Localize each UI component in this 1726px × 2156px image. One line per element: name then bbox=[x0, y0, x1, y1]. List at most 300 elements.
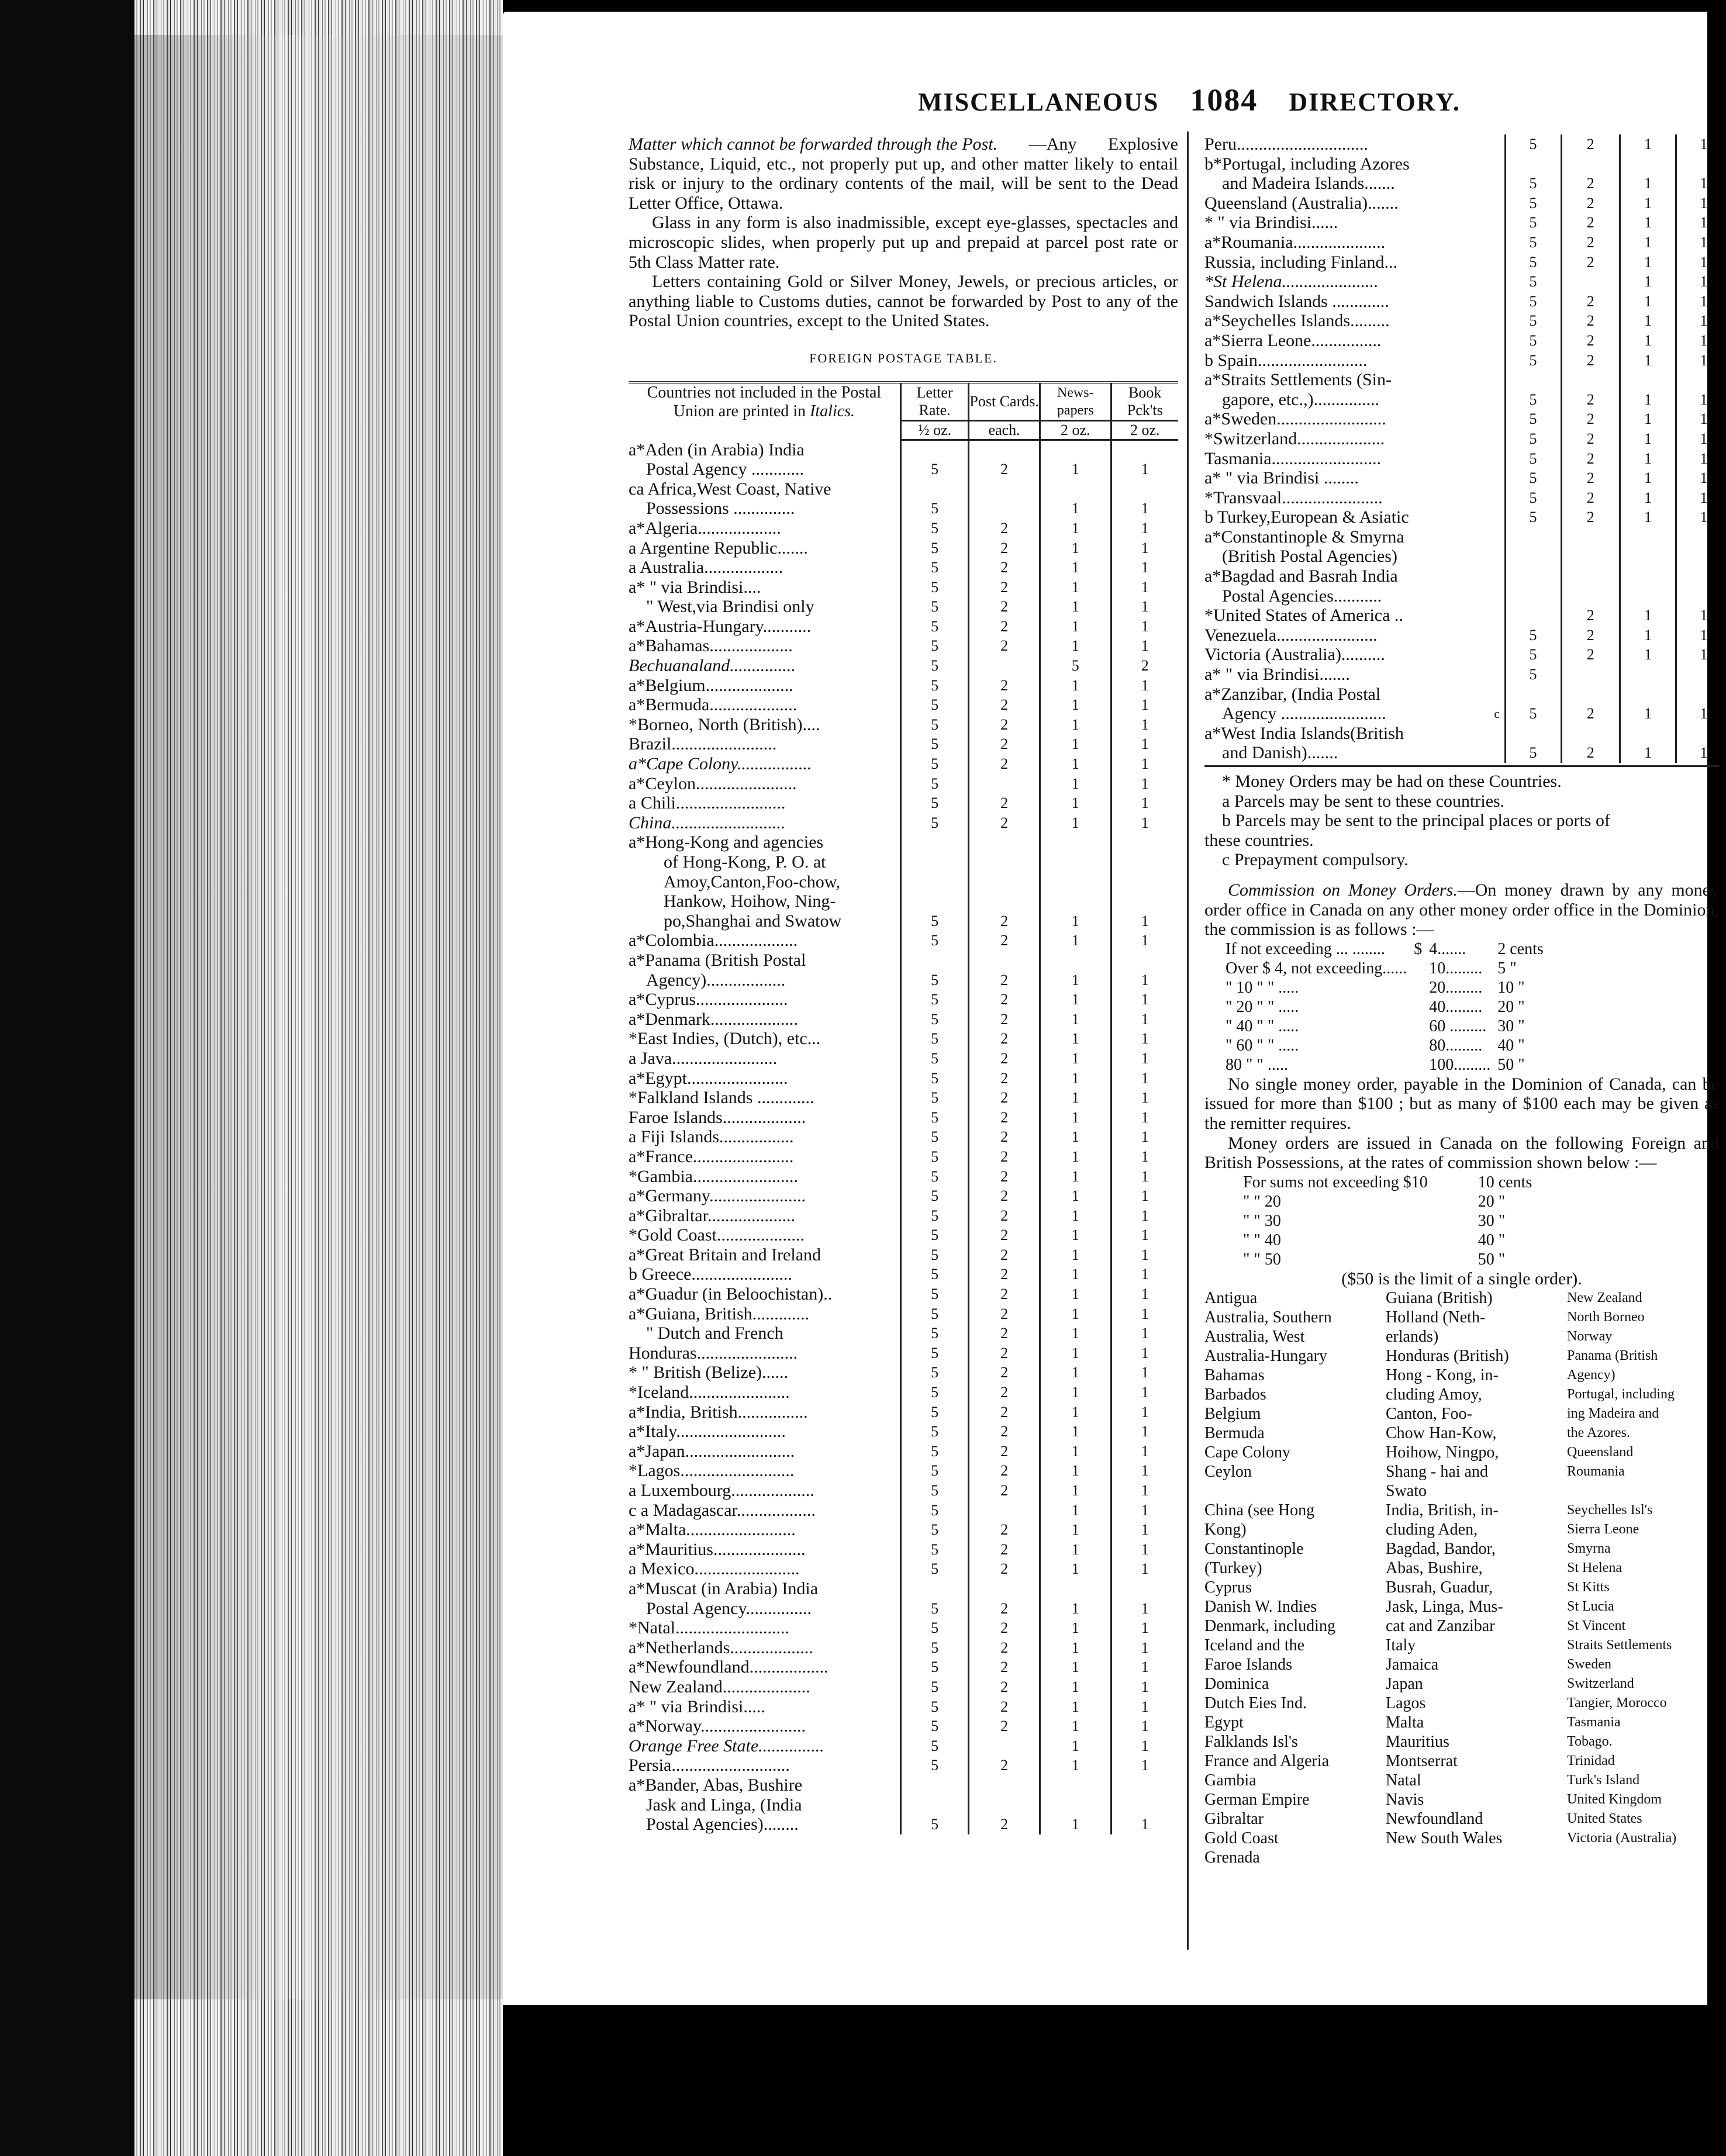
country-cell: Venezuela....................... bbox=[1204, 625, 1378, 645]
country-list-row bbox=[1204, 1751, 1719, 1771]
commission-cell: 40 " bbox=[1497, 1036, 1525, 1055]
country-cell: a*Denmark.................... bbox=[629, 1009, 798, 1029]
prepayment-mark bbox=[1494, 429, 1505, 449]
countries-list bbox=[1204, 1288, 1719, 1867]
country-cell: a Mexico........................ bbox=[629, 1559, 800, 1579]
commission-rates-table bbox=[1222, 939, 1547, 1074]
book-packet-cell: 1 bbox=[1676, 704, 1726, 724]
commission-cell: 100......... bbox=[1429, 1055, 1491, 1074]
country-name: Roumania bbox=[1567, 1464, 1625, 1480]
book-packet-cell: 1 bbox=[1111, 519, 1178, 538]
country-cell: a Australia.................. bbox=[629, 558, 783, 578]
country-name: Turk's Island bbox=[1567, 1773, 1640, 1788]
book-packet-cell: 1 bbox=[1676, 743, 1726, 763]
letter-rate-cell: 5 bbox=[900, 1442, 968, 1461]
newspaper-cell: 1 bbox=[1620, 390, 1676, 410]
country-list-row bbox=[1204, 1366, 1719, 1385]
prepayment-mark bbox=[1494, 685, 1505, 704]
country-cell: *Lagos.......................... bbox=[629, 1461, 795, 1481]
country-cell: a Luxembourg................... bbox=[629, 1481, 814, 1500]
letter-rate-cell bbox=[900, 1795, 968, 1815]
prepayment-mark bbox=[1494, 194, 1505, 213]
post-card-cell: 2 bbox=[969, 1127, 1040, 1147]
country-cell: *East Indies, (Dutch), etc... bbox=[629, 1029, 821, 1049]
book-packet-cell: 1 bbox=[1111, 793, 1178, 813]
country-cell: a*Guiana, British............. bbox=[629, 1304, 810, 1324]
newspaper-cell: 1 bbox=[1620, 331, 1676, 351]
country-list-row bbox=[1204, 1694, 1719, 1713]
prepayment-mark bbox=[1494, 586, 1505, 606]
country-name: Montserrat bbox=[1386, 1752, 1458, 1771]
country-cell: *Gold Coast.................... bbox=[629, 1225, 805, 1245]
commission-cell bbox=[1410, 978, 1425, 997]
table-row bbox=[629, 695, 1178, 715]
post-card-cell bbox=[969, 1775, 1040, 1795]
post-card-cell: 2 bbox=[1561, 645, 1620, 665]
table-row bbox=[1204, 292, 1726, 312]
newspaper-cell: 1 bbox=[1040, 1108, 1111, 1128]
book-packet-cell: 1 bbox=[1111, 1167, 1178, 1187]
table-row bbox=[629, 872, 1178, 892]
post-card-cell bbox=[969, 892, 1040, 911]
post-card-cell: 2 bbox=[969, 1167, 1040, 1187]
table-row bbox=[629, 1501, 1178, 1521]
commission-row bbox=[1222, 978, 1547, 997]
letter-rate-cell: 5 bbox=[900, 1108, 968, 1128]
newspaper-cell bbox=[1620, 724, 1676, 744]
newspaper-cell: 1 bbox=[1620, 626, 1676, 645]
newspaper-cell: 1 bbox=[1040, 1383, 1111, 1402]
foreign-limit-cell: " " 50 bbox=[1243, 1250, 1281, 1269]
table-row bbox=[629, 970, 1178, 990]
post-card-cell: 2 bbox=[969, 1422, 1040, 1442]
country-name: Newfoundland bbox=[1386, 1810, 1483, 1829]
commission-cell: 4....... bbox=[1429, 939, 1466, 958]
commission-text: —On money drawn by any money order office in Canada on any other money order office in the Dominion, the commission is as follows :— bbox=[1204, 880, 1719, 939]
country-cell: a*Colombia................... bbox=[629, 931, 798, 951]
letter-rate-cell: 5 bbox=[900, 813, 968, 833]
units-spacer bbox=[629, 421, 900, 440]
country-list-row bbox=[1204, 1501, 1719, 1520]
newspaper-cell: 1 bbox=[1040, 715, 1111, 735]
letter-rate-cell: 5 bbox=[900, 1677, 968, 1697]
newspaper-cell: 1 bbox=[1040, 1442, 1111, 1461]
commission-row bbox=[1222, 939, 1547, 959]
letter-rate-cell: 5 bbox=[1505, 626, 1561, 645]
table-row bbox=[1204, 253, 1726, 272]
newspaper-cell: 1 bbox=[1040, 1481, 1111, 1501]
newspaper-cell bbox=[1620, 665, 1676, 685]
letter-rate-cell: 5 bbox=[900, 499, 968, 519]
table-row bbox=[1204, 645, 1726, 665]
book-packet-cell: 1 bbox=[1676, 449, 1726, 469]
letter-rate-cell: 5 bbox=[900, 1245, 968, 1265]
post-card-cell: 2 bbox=[969, 1147, 1040, 1167]
newspaper-cell: 1 bbox=[1040, 1540, 1111, 1560]
country-list-row bbox=[1204, 1616, 1719, 1636]
table-row bbox=[629, 1559, 1178, 1579]
country-cell: New Zealand.................... bbox=[629, 1677, 810, 1697]
post-card-cell: 2 bbox=[969, 459, 1040, 479]
letter-rate-cell bbox=[1505, 586, 1561, 606]
letter-rate-cell: 5 bbox=[900, 1010, 968, 1029]
book-packet-cell bbox=[1111, 852, 1178, 872]
newspaper-cell: 1 bbox=[1040, 1618, 1111, 1638]
country-name: Jask, Linga, Mus- bbox=[1386, 1598, 1503, 1616]
letter-rate-cell: 5 bbox=[900, 1029, 968, 1049]
post-card-cell: 2 bbox=[969, 1069, 1040, 1089]
post-card-cell: 2 bbox=[1561, 704, 1620, 724]
country-cell: *St Helena...................... bbox=[1204, 272, 1379, 292]
country-cell: a*Egypt....................... bbox=[629, 1068, 788, 1088]
country-cell: *Natal.......................... bbox=[629, 1618, 789, 1638]
prepayment-mark bbox=[1494, 233, 1505, 253]
foreign-rate-row bbox=[1240, 1231, 1535, 1250]
book-packet-cell: 1 bbox=[1111, 459, 1178, 479]
post-card-cell: 2 bbox=[969, 1697, 1040, 1717]
book-packet-cell: 1 bbox=[1676, 233, 1726, 253]
post-card-cell bbox=[969, 499, 1040, 519]
country-cell: Persia........................... bbox=[629, 1756, 790, 1775]
book-packet-cell: 1 bbox=[1111, 1501, 1178, 1521]
letter-rate-cell: 5 bbox=[900, 1049, 968, 1069]
country-name: Chow Han-Kow, bbox=[1386, 1424, 1497, 1443]
newspaper-cell: 1 bbox=[1620, 449, 1676, 469]
letter-rate-cell: 5 bbox=[900, 1481, 968, 1501]
book-packet-cell: 1 bbox=[1676, 213, 1726, 233]
country-name: Sierra Leone bbox=[1567, 1522, 1639, 1537]
letter-rate-cell bbox=[900, 479, 968, 499]
book-packet-cell: 1 bbox=[1676, 253, 1726, 272]
foreign-commission-cell: 10 cents bbox=[1478, 1173, 1532, 1191]
country-cell: Agency).................. bbox=[646, 970, 786, 990]
country-cell: Bechuanaland............... bbox=[629, 656, 796, 676]
book-packet-cell: 1 bbox=[1111, 1245, 1178, 1265]
book-packet-cell: 1 bbox=[1111, 1481, 1178, 1501]
book-packet-cell: 1 bbox=[1676, 606, 1726, 626]
book-packet-cell: 1 bbox=[1111, 911, 1178, 931]
table-row bbox=[629, 1225, 1178, 1245]
newspaper-cell bbox=[1620, 685, 1676, 704]
table-row bbox=[629, 479, 1178, 499]
book-packet-cell: 1 bbox=[1111, 1422, 1178, 1442]
letter-rate-cell bbox=[900, 872, 968, 892]
table-row bbox=[1204, 174, 1726, 194]
country-cell: a*Straits Settlements (Sin- bbox=[1204, 370, 1392, 390]
book-packet-cell bbox=[1111, 872, 1178, 892]
newspaper-cell: 1 bbox=[1040, 1206, 1111, 1226]
table-row bbox=[629, 1108, 1178, 1128]
country-name: Dominica bbox=[1204, 1675, 1269, 1694]
letter-rate-cell: 5 bbox=[900, 1383, 968, 1402]
country-name: Navis bbox=[1386, 1791, 1424, 1809]
book-packet-cell: 1 bbox=[1676, 626, 1726, 645]
header-right: DIRECTORY. bbox=[1289, 88, 1461, 116]
prepayment-mark bbox=[1494, 409, 1505, 429]
country-name bbox=[1567, 1848, 1719, 1867]
post-card-cell: 2 bbox=[1561, 253, 1620, 272]
country-name: Grenada bbox=[1204, 1849, 1260, 1867]
country-name: Bermuda bbox=[1204, 1424, 1265, 1443]
post-card-cell bbox=[969, 1736, 1040, 1756]
country-name: Busrah, Guadur, bbox=[1386, 1578, 1493, 1597]
country-cell: Honduras....................... bbox=[629, 1343, 798, 1363]
country-cell: Queensland (Australia)....... bbox=[1204, 193, 1399, 213]
newspaper-cell: 1 bbox=[1620, 292, 1676, 312]
book-packet-cell: 1 bbox=[1111, 1029, 1178, 1049]
post-card-cell: 2 bbox=[969, 1010, 1040, 1029]
book-packet-cell: 1 bbox=[1111, 1304, 1178, 1324]
country-cell: a* " via Brindisi ........ bbox=[1204, 468, 1359, 488]
foreign-rate-row bbox=[1240, 1211, 1535, 1231]
country-name: cluding Amoy, bbox=[1386, 1385, 1482, 1404]
country-name: Antigua bbox=[1204, 1289, 1258, 1308]
letter-rate-cell: 5 bbox=[1505, 253, 1561, 272]
country-cell: * " British (Belize)...... bbox=[629, 1363, 789, 1383]
table-row bbox=[629, 1010, 1178, 1029]
country-name: Swato bbox=[1386, 1482, 1427, 1501]
commission-cell: 2 cents bbox=[1497, 939, 1544, 958]
book-packet-cell: 1 bbox=[1676, 272, 1726, 292]
table-row bbox=[629, 1069, 1178, 1089]
country-list-row bbox=[1204, 1288, 1719, 1308]
prepayment-mark bbox=[1494, 174, 1505, 194]
postage-table-left-body bbox=[629, 440, 1178, 1834]
table-row bbox=[629, 1264, 1178, 1284]
country-cell: *Iceland....................... bbox=[629, 1383, 790, 1402]
post-card-cell: 2 bbox=[969, 1264, 1040, 1284]
book-packet-cell bbox=[1676, 154, 1726, 174]
country-cell: a*Newfoundland.................. bbox=[629, 1657, 829, 1677]
book-packet-cell: 1 bbox=[1111, 1815, 1178, 1834]
foreign-commission-cell: 20 " bbox=[1478, 1192, 1506, 1211]
book-packet-cell bbox=[1111, 892, 1178, 911]
book-packet-cell bbox=[1676, 665, 1726, 685]
country-cell: b Turkey,European & Asiatic bbox=[1204, 507, 1409, 527]
country-list-row bbox=[1204, 1674, 1719, 1694]
table-row bbox=[1204, 665, 1726, 685]
post-card-cell: 2 bbox=[969, 931, 1040, 951]
post-card-cell: 2 bbox=[969, 1245, 1040, 1265]
letter-rate-cell bbox=[1505, 527, 1561, 547]
table-row bbox=[629, 1402, 1178, 1422]
newspaper-cell: 1 bbox=[1040, 1736, 1111, 1756]
country-cell: " West,via Brindisi only bbox=[646, 597, 814, 617]
post-card-cell: 2 bbox=[969, 1657, 1040, 1677]
newspaper-cell: 1 bbox=[1620, 645, 1676, 665]
commission-cell: 20......... bbox=[1429, 978, 1483, 997]
country-name: Hoihow, Ningpo, bbox=[1386, 1443, 1499, 1462]
newspaper-cell: 1 bbox=[1040, 1225, 1111, 1245]
post-card-cell: 2 bbox=[1561, 390, 1620, 410]
letter-rate-cell: 5 bbox=[900, 1147, 968, 1167]
table-row bbox=[1204, 507, 1726, 527]
post-card-cell: 2 bbox=[1561, 429, 1620, 449]
table-row bbox=[629, 1795, 1178, 1815]
table-row bbox=[629, 1461, 1178, 1481]
country-cell: a*Ceylon....................... bbox=[629, 773, 797, 793]
book-packet-cell: 1 bbox=[1111, 970, 1178, 990]
prepayment-mark bbox=[1494, 488, 1505, 508]
prepayment-mark bbox=[1494, 331, 1505, 351]
newspaper-cell: 1 bbox=[1620, 409, 1676, 429]
intro-paragraph-3: Letters containing Gold or Silver Money, Jewels, or precious articles, or anything liable to Customs duties, cannot be forwarded by Post to any of the Postal Union countries, except to the United States. bbox=[629, 272, 1178, 331]
commission-title: Commission on Money Orders. bbox=[1228, 880, 1458, 900]
country-name: Hong - Kong, in- bbox=[1386, 1366, 1499, 1385]
country-name: Egypt bbox=[1204, 1713, 1244, 1732]
letter-rate-cell: 5 bbox=[900, 1697, 968, 1717]
book-packet-cell: 1 bbox=[1676, 468, 1726, 488]
book-packet-cell: 1 bbox=[1111, 558, 1178, 578]
post-card-cell bbox=[1561, 527, 1620, 547]
table-row bbox=[1204, 704, 1726, 724]
table-row bbox=[1204, 390, 1726, 410]
country-cell: a*Netherlands................... bbox=[629, 1637, 813, 1657]
table-row bbox=[629, 519, 1178, 538]
letter-rate-cell bbox=[1505, 566, 1561, 586]
country-name: Japan bbox=[1386, 1675, 1423, 1694]
book-packet-cell: 1 bbox=[1111, 1264, 1178, 1284]
commission-cell: 40......... bbox=[1429, 997, 1483, 1016]
book-packet-cell bbox=[1676, 370, 1726, 390]
country-name: New South Wales bbox=[1386, 1829, 1503, 1848]
unit-book: 2 oz. bbox=[1111, 421, 1178, 440]
letter-rate-cell: 5 bbox=[1505, 390, 1561, 410]
post-card-cell: 2 bbox=[1561, 134, 1620, 154]
book-packet-cell: 1 bbox=[1111, 931, 1178, 951]
post-card-cell bbox=[1561, 370, 1620, 390]
country-cell: Postal Agency ............ bbox=[646, 459, 804, 479]
post-card-cell: 2 bbox=[1561, 194, 1620, 213]
post-card-cell: 2 bbox=[969, 1461, 1040, 1481]
table-row bbox=[1204, 685, 1726, 704]
book-packet-cell: 1 bbox=[1111, 1127, 1178, 1147]
country-list-row bbox=[1204, 1443, 1719, 1462]
book-packet-cell: 1 bbox=[1676, 429, 1726, 449]
letter-rate-cell bbox=[900, 440, 968, 460]
commission-cell bbox=[1410, 959, 1425, 978]
table-row bbox=[629, 813, 1178, 833]
table-notes bbox=[1204, 772, 1719, 870]
post-card-cell: 2 bbox=[1561, 174, 1620, 194]
post-card-cell: 2 bbox=[1561, 507, 1620, 527]
table-row bbox=[629, 1422, 1178, 1442]
table-row bbox=[1204, 134, 1726, 154]
table-row bbox=[1204, 272, 1726, 292]
country-cell: Possessions .............. bbox=[646, 499, 795, 519]
newspaper-cell: 1 bbox=[1040, 813, 1111, 833]
letter-rate-cell bbox=[900, 832, 968, 852]
country-name: cat and Zanzibar bbox=[1386, 1617, 1495, 1636]
newspaper-cell: 1 bbox=[1040, 499, 1111, 519]
post-card-cell bbox=[1561, 586, 1620, 606]
book-packet-cell: 1 bbox=[1111, 676, 1178, 696]
letter-rate-cell: 5 bbox=[900, 1206, 968, 1226]
table-row bbox=[1204, 429, 1726, 449]
country-name: Canton, Foo- bbox=[1386, 1405, 1472, 1423]
newspaper-cell: 1 bbox=[1040, 1599, 1111, 1619]
country-cell: a*Germany...................... bbox=[629, 1186, 806, 1206]
country-cell: a*Bermuda.................... bbox=[629, 695, 798, 715]
newspaper-cell: 1 bbox=[1040, 970, 1111, 990]
country-name: Faroe Islands bbox=[1204, 1656, 1293, 1674]
country-name: Smyrna bbox=[1567, 1541, 1611, 1557]
table-row bbox=[629, 1383, 1178, 1402]
note-line: * Money Orders may be had on these Countries. bbox=[1222, 772, 1562, 791]
unit-letter: ½ oz. bbox=[900, 421, 968, 440]
letter-rate-cell bbox=[1505, 547, 1561, 566]
book-packet-cell: 1 bbox=[1111, 1363, 1178, 1383]
country-list-row bbox=[1204, 1771, 1719, 1790]
country-name: Agency) bbox=[1567, 1367, 1615, 1383]
table-row bbox=[1204, 566, 1726, 586]
letter-rate-cell: 5 bbox=[900, 1186, 968, 1206]
commission-paragraph bbox=[1204, 880, 1719, 939]
newspaper-cell bbox=[1620, 586, 1676, 606]
post-card-cell: 2 bbox=[969, 1540, 1040, 1560]
prepayment-mark bbox=[1494, 527, 1505, 547]
commission-cell: " 60 " " ..... bbox=[1226, 1036, 1299, 1055]
table-row bbox=[1204, 586, 1726, 606]
table-row bbox=[629, 1520, 1178, 1540]
post-card-cell: 2 bbox=[969, 1088, 1040, 1108]
country-list-row bbox=[1204, 1597, 1719, 1616]
newspaper-cell: 1 bbox=[1620, 134, 1676, 154]
country-cell: Postal Agencies........... bbox=[1222, 586, 1382, 606]
table-row bbox=[629, 1127, 1178, 1147]
letter-rate-cell: 5 bbox=[900, 754, 968, 774]
prepayment-mark bbox=[1494, 606, 1505, 626]
newspaper-cell bbox=[1620, 566, 1676, 586]
newspapers-header: News-papers bbox=[1040, 382, 1111, 421]
book-packet-cell: 1 bbox=[1676, 507, 1726, 527]
letter-rate-cell: 5 bbox=[900, 558, 968, 578]
newspaper-cell bbox=[1040, 951, 1111, 970]
prepayment-mark bbox=[1494, 213, 1505, 233]
table-row bbox=[629, 1716, 1178, 1736]
letter-rate-cell: 5 bbox=[900, 1264, 968, 1284]
table-row bbox=[1204, 194, 1726, 213]
note-line: these countries. bbox=[1204, 830, 1314, 850]
letter-rate-cell: 5 bbox=[1505, 272, 1561, 292]
country-name: Holland (Neth- bbox=[1386, 1308, 1486, 1327]
letter-rate-cell: 5 bbox=[900, 715, 968, 735]
book-packet-cell: 1 bbox=[1676, 194, 1726, 213]
letter-rate-cell: 5 bbox=[900, 1324, 968, 1343]
table-row bbox=[629, 1540, 1178, 1560]
country-cell: a*Roumania..................... bbox=[1204, 232, 1386, 252]
post-card-cell bbox=[969, 1795, 1040, 1815]
newspaper-cell bbox=[1040, 1579, 1111, 1599]
newspaper-cell: 1 bbox=[1040, 1029, 1111, 1049]
post-card-cell: 2 bbox=[969, 813, 1040, 833]
table-row bbox=[629, 558, 1178, 578]
post-card-cell bbox=[969, 951, 1040, 970]
letter-rate-cell: 5 bbox=[900, 1756, 968, 1775]
book-packet-cell: 1 bbox=[1676, 174, 1726, 194]
country-name: Sweden bbox=[1567, 1657, 1611, 1673]
book-packet-cell: 1 bbox=[1111, 1069, 1178, 1089]
country-name: North Borneo bbox=[1567, 1310, 1645, 1325]
post-card-cell bbox=[1561, 685, 1620, 704]
country-cell: a*Bahamas................... bbox=[629, 636, 793, 656]
prepayment-mark bbox=[1494, 468, 1505, 488]
country-name: St Vincent bbox=[1567, 1618, 1626, 1634]
newspaper-cell: 1 bbox=[1040, 990, 1111, 1010]
book-packet-cell: 1 bbox=[1111, 734, 1178, 754]
newspaper-cell: 1 bbox=[1040, 1402, 1111, 1422]
post-card-cell bbox=[969, 774, 1040, 794]
